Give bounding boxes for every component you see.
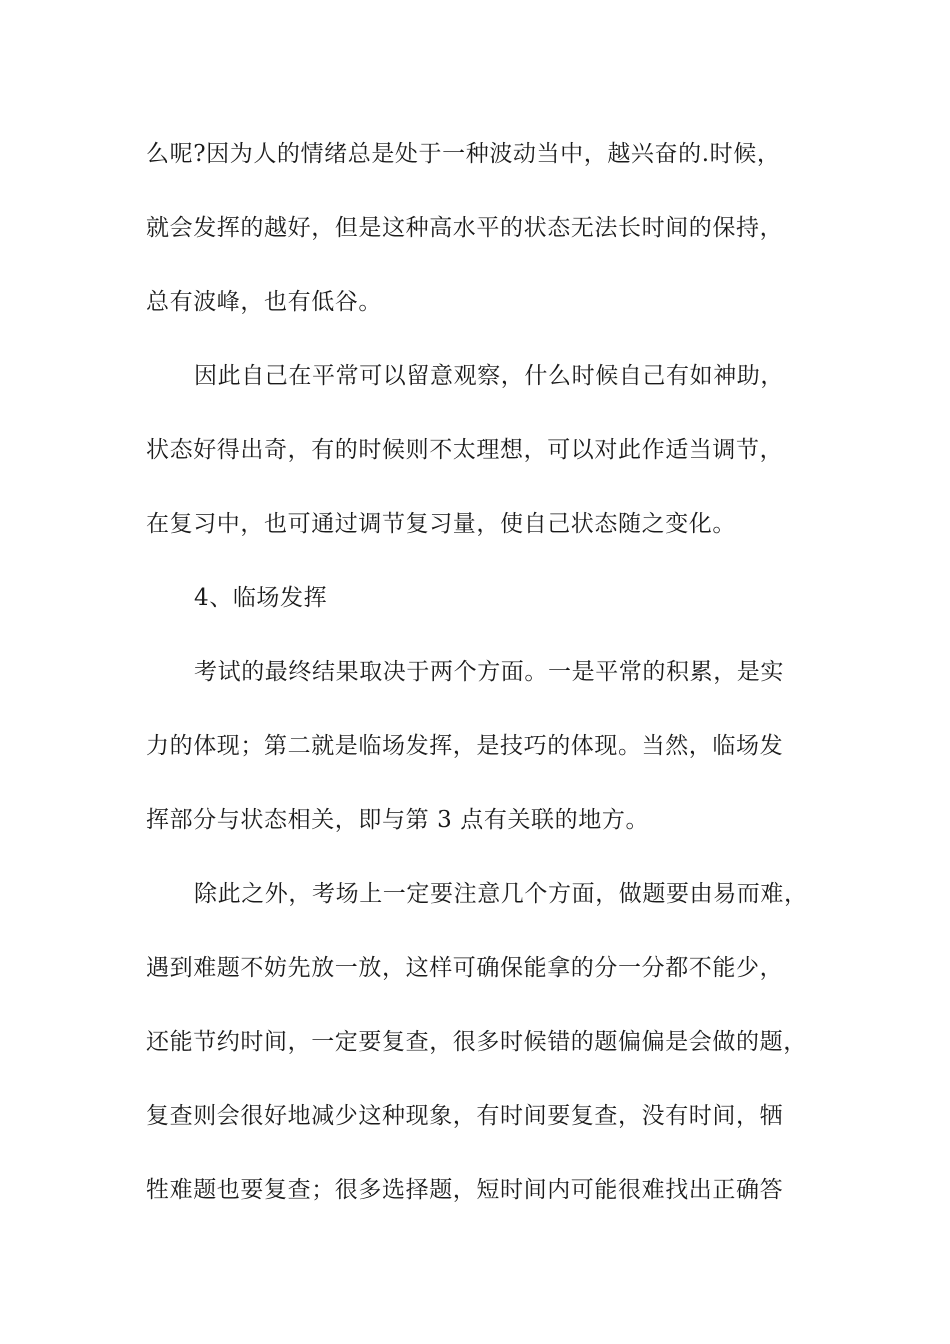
text-line: 在复习中，也可通过调节复习量，使自己状态随之变化。	[146, 511, 736, 537]
paragraph-start: 因此自己在平常可以留意观察，什么时候自己有如神助，	[194, 363, 784, 389]
text-line: 牲难题也要复查；很多选择题，短时间内可能很难找出正确答	[146, 1177, 784, 1203]
text-line: 力的体现；第二就是临场发挥，是技巧的体现。当然，临场发	[146, 733, 784, 759]
text-line: 挥部分与状态相关，即与第 3 点有关联的地方。	[146, 807, 650, 833]
text-line: 复查则会很好地减少这种现象，有时间要复查，没有时间，牺	[146, 1103, 784, 1129]
section-heading: 4、临场发挥	[194, 585, 328, 611]
text-line: 还能节约时间，一定要复查，很多时候错的题偏偏是会做的题，	[146, 1029, 807, 1055]
text-line: 状态好得出奇，有的时候则不太理想，可以对此作适当调节，	[146, 437, 784, 463]
paragraph-start: 除此之外，考场上一定要注意几个方面，做题要由易而难，	[194, 881, 808, 907]
text-line: 就会发挥的越好，但是这种高水平的状态无法长时间的保持，	[146, 215, 784, 241]
text-line: 总有波峰，也有低谷。	[146, 289, 382, 315]
text-line: 遇到难题不妨先放一放，这样可确保能拿的分一分都不能少，	[146, 955, 784, 981]
paragraph-start: 考试的最终结果取决于两个方面。一是平常的积累，是实	[194, 659, 784, 685]
text-line: 么呢?因为人的情绪总是处于一种波动当中，越兴奋的.时候，	[146, 141, 781, 167]
